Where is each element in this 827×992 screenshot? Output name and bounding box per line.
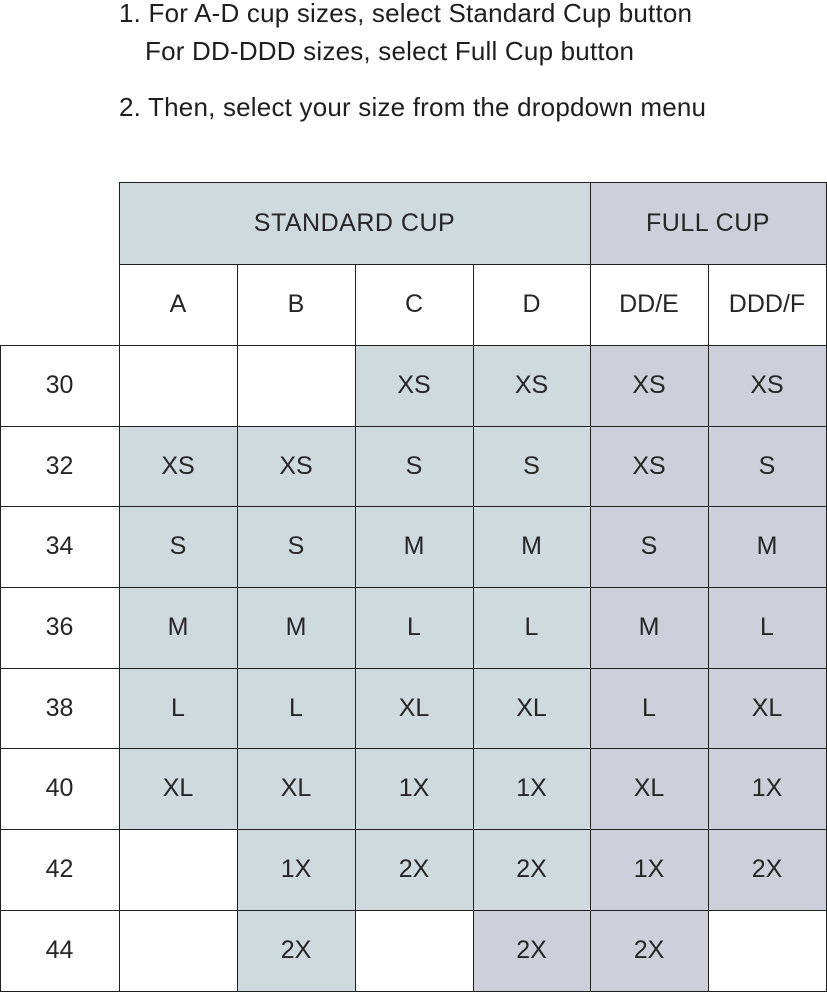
size-cell: XS: [237, 426, 355, 506]
grid-line: [119, 182, 120, 992]
size-cell: [708, 910, 826, 991]
grid-line: [0, 345, 827, 346]
size-cell: 1X: [708, 748, 826, 829]
group-header-standard-cup: STANDARD CUP: [119, 182, 590, 264]
band-size-34: 34: [0, 506, 119, 587]
grid-line: [237, 264, 238, 992]
size-cell: S: [473, 426, 590, 506]
size-cell: 1X: [355, 748, 473, 829]
size-cell: XL: [237, 748, 355, 829]
size-cell: S: [355, 426, 473, 506]
size-cell: [119, 829, 237, 910]
size-cell: 2X: [708, 829, 826, 910]
grid-line: [355, 264, 356, 992]
band-size-42: 42: [0, 829, 119, 910]
grid-line: [590, 182, 591, 992]
instruction-line-1b: For DD-DDD sizes, select Full Cup button: [145, 36, 635, 66]
size-cell: L: [590, 668, 708, 748]
size-cell: [355, 910, 473, 991]
size-cell: XS: [590, 426, 708, 506]
size-cell: 2X: [473, 910, 590, 991]
band-size-36: 36: [0, 587, 119, 668]
grid-line: [473, 264, 474, 992]
size-cell: XS: [473, 345, 590, 426]
size-cell: M: [237, 587, 355, 668]
size-cell: XL: [590, 748, 708, 829]
size-cell: L: [119, 668, 237, 748]
size-cell: XL: [355, 668, 473, 748]
grid-line: [0, 587, 827, 588]
size-cell: XL: [708, 668, 826, 748]
grid-line: [0, 345, 1, 992]
size-cell: XS: [590, 345, 708, 426]
size-chart-table: [0, 182, 827, 992]
size-cell: 1X: [473, 748, 590, 829]
size-cell: L: [355, 587, 473, 668]
size-cell: [237, 345, 355, 426]
size-cell: [119, 345, 237, 426]
size-cell: XS: [355, 345, 473, 426]
band-size-32: 32: [0, 426, 119, 506]
size-cell: S: [708, 426, 826, 506]
group-header-full-cup: FULL CUP: [590, 182, 826, 264]
size-cell: S: [590, 506, 708, 587]
size-cell: M: [708, 506, 826, 587]
grid-line: [0, 426, 827, 427]
grid-line: [0, 910, 827, 911]
instruction-line-2: 2. Then, select your size from the dropdown menu: [119, 92, 707, 122]
cup-header-b: B: [237, 264, 355, 345]
size-cell: S: [119, 506, 237, 587]
cup-header-a: A: [119, 264, 237, 345]
band-size-40: 40: [0, 748, 119, 829]
size-cell: 2X: [237, 910, 355, 991]
grid-line: [0, 668, 827, 669]
size-cell: L: [708, 587, 826, 668]
cup-header-c: C: [355, 264, 473, 345]
size-cell: [119, 910, 237, 991]
size-cell: XL: [473, 668, 590, 748]
size-cell: 2X: [590, 910, 708, 991]
grid-line: [0, 748, 827, 749]
size-cell: M: [355, 506, 473, 587]
band-size-30: 30: [0, 345, 119, 426]
size-cell: XS: [119, 426, 237, 506]
band-size-44: 44: [0, 910, 119, 991]
size-cell: S: [237, 506, 355, 587]
grid-line: [708, 264, 709, 992]
cup-header-ddd-f: DDD/F: [708, 264, 826, 345]
grid-line: [119, 182, 827, 183]
size-cell: 1X: [237, 829, 355, 910]
size-cell: M: [590, 587, 708, 668]
grid-line: [0, 506, 827, 507]
size-cell: 2X: [355, 829, 473, 910]
cup-header-dd-e: DD/E: [590, 264, 708, 345]
band-size-38: 38: [0, 668, 119, 748]
grid-line: [0, 829, 827, 830]
size-cell: M: [119, 587, 237, 668]
size-cell: 1X: [590, 829, 708, 910]
size-cell: L: [473, 587, 590, 668]
size-cell: M: [473, 506, 590, 587]
size-cell: L: [237, 668, 355, 748]
size-cell: 2X: [473, 829, 590, 910]
instruction-line-1: 1. For A-D cup sizes, select Standard Cup button: [119, 0, 693, 28]
size-cell: XL: [119, 748, 237, 829]
size-cell: XS: [708, 345, 826, 426]
cup-header-d: D: [473, 264, 590, 345]
